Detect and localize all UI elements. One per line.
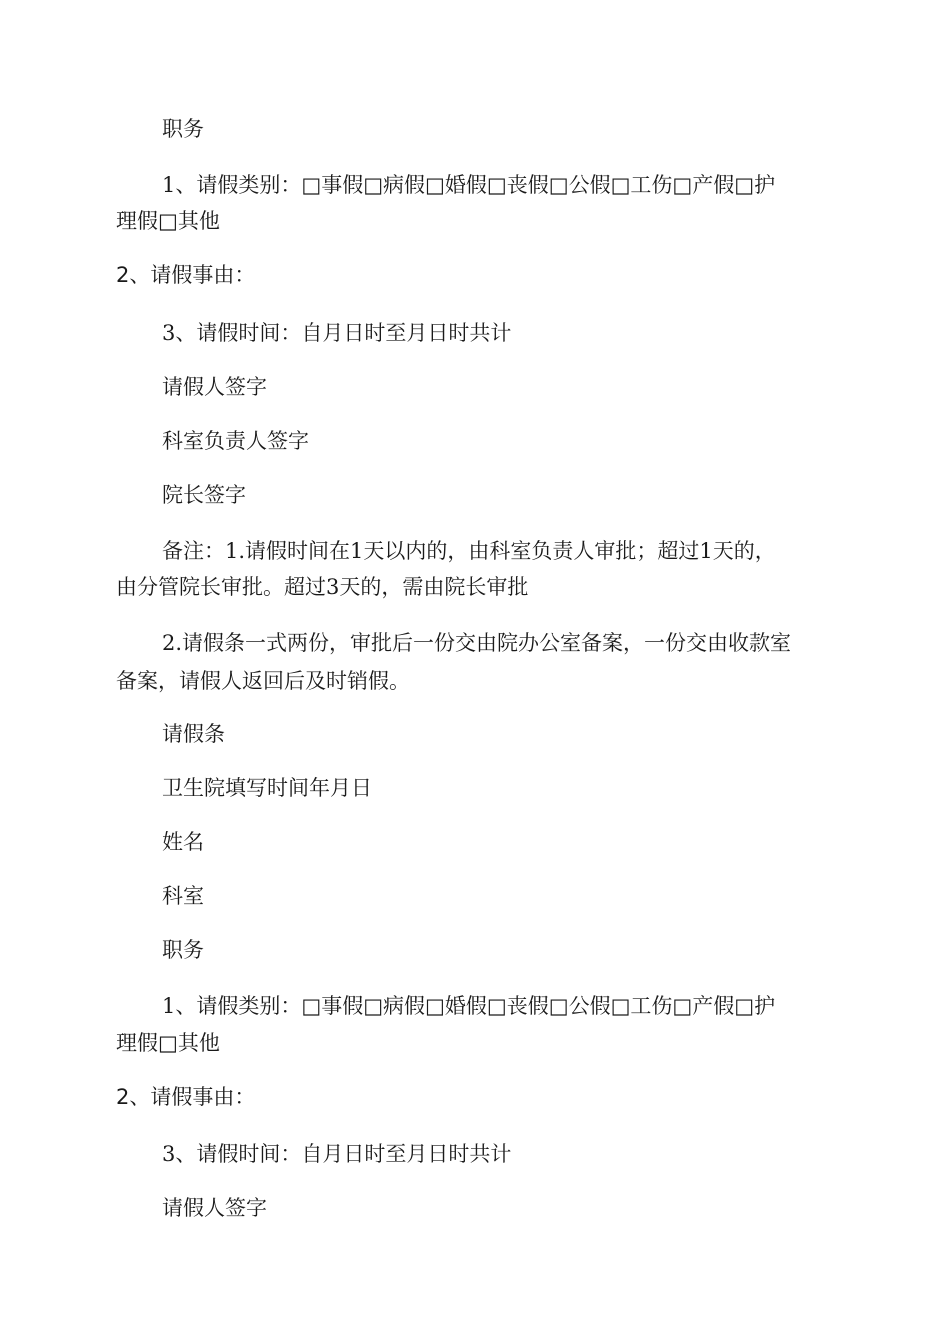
applicant-signature-label-2: 请假人签字 [162, 1196, 267, 1220]
director-signature-label: 院长签字 [162, 483, 246, 507]
leave-reason-line-2: 2、请假事由： [116, 1085, 256, 1109]
leave-time-line-2: 3、请假时间：自月日时至月日时共计 [162, 1142, 512, 1166]
note-line-2: 2.请假条一式两份，审批后一份交由院办公室备案，一份交由收款室 [162, 631, 792, 655]
note-line-1-cont: 由分管院长审批。超过3天的，需由院长审批 [116, 575, 529, 599]
position-label: 职务 [162, 117, 204, 141]
dept-head-signature-label: 科室负责人签字 [162, 429, 309, 453]
leave-type-line-cont: 理假□其他 [116, 209, 220, 233]
hospital-date-line: 卫生院填写时间年月日 [162, 776, 372, 800]
note-line-2-cont: 备案，请假人返回后及时销假。 [116, 669, 410, 693]
department-label: 科室 [162, 884, 204, 908]
leave-type-line-2-cont: 理假□其他 [116, 1031, 220, 1055]
note-line-1: 备注：1.请假时间在1天以内的，由科室负责人审批；超过1天的， [162, 539, 776, 563]
leave-reason-line: 2、请假事由： [116, 263, 256, 287]
name-label: 姓名 [162, 830, 204, 854]
position-label-2: 职务 [162, 938, 204, 962]
leave-type-line-2: 1、请假类别：□事假□病假□婚假□丧假□公假□工伤□产假□护 [162, 994, 776, 1018]
form-title: 请假条 [162, 722, 225, 746]
applicant-signature-label: 请假人签字 [162, 375, 267, 399]
leave-time-line: 3、请假时间：自月日时至月日时共计 [162, 321, 512, 345]
leave-type-line: 1、请假类别：□事假□病假□婚假□丧假□公假□工伤□产假□护 [162, 173, 776, 197]
